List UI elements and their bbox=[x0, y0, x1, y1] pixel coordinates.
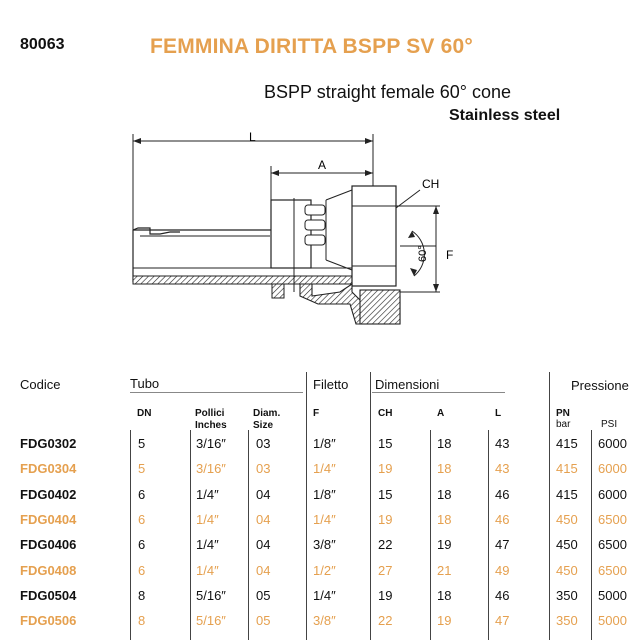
cell-l: 46 bbox=[495, 587, 510, 603]
cell-a: 18 bbox=[437, 511, 452, 527]
cell-psi: 6000 bbox=[598, 461, 627, 477]
dim-label-ch: CH bbox=[422, 177, 440, 191]
cell-inches: 1/4″ bbox=[196, 562, 219, 578]
cell-l: 49 bbox=[495, 562, 510, 578]
subheader-pn: PN bbox=[556, 408, 570, 419]
cell-l: 46 bbox=[495, 486, 510, 502]
cell-l: 43 bbox=[495, 436, 510, 451]
cell-size: 04 bbox=[256, 511, 271, 527]
col-group-pressione: Pressione bbox=[571, 378, 629, 393]
cell-dn: 6 bbox=[138, 511, 146, 527]
cell-bar: 350 bbox=[556, 587, 578, 603]
fitting-drawing bbox=[0, 120, 640, 350]
subheader-bar: bar bbox=[556, 419, 571, 430]
cell-psi: 6000 bbox=[598, 486, 627, 502]
cell-f: 3/8″ bbox=[313, 537, 336, 553]
cell-f: 3/8″ bbox=[313, 613, 336, 629]
cell-code: FDG0408 bbox=[20, 562, 77, 578]
cell-dn: 6 bbox=[138, 486, 146, 502]
cell-dn: 6 bbox=[138, 562, 146, 578]
cell-size: 03 bbox=[256, 461, 271, 477]
cell-bar: 415 bbox=[556, 486, 578, 502]
cell-ch: 22 bbox=[378, 537, 393, 553]
cell-inches: 3/16″ bbox=[196, 436, 226, 451]
cell-size: 05 bbox=[256, 613, 271, 629]
cell-ch: 15 bbox=[378, 486, 393, 502]
cell-size: 04 bbox=[256, 486, 271, 502]
subheader-f: F bbox=[313, 408, 320, 419]
cell-dn: 6 bbox=[138, 537, 146, 553]
subheader-dn: DN bbox=[137, 408, 152, 419]
subheader-l: L bbox=[495, 408, 502, 419]
cell-inches: 1/4″ bbox=[196, 511, 219, 527]
cell-bar: 350 bbox=[556, 613, 578, 629]
cell-l: 43 bbox=[495, 461, 510, 477]
subheader-pollici: Pollici bbox=[195, 408, 225, 419]
cell-psi: 5000 bbox=[598, 613, 627, 629]
cell-a: 19 bbox=[437, 537, 452, 553]
cell-f: 1/2″ bbox=[313, 562, 336, 578]
col-group-filetto: Filetto bbox=[313, 377, 349, 392]
dim-label-f: F bbox=[446, 248, 454, 262]
subheader-size: Size bbox=[253, 420, 274, 431]
cell-psi: 6000 bbox=[598, 436, 627, 451]
cell-dn: 5 bbox=[138, 436, 146, 451]
cell-inches: 1/4″ bbox=[196, 486, 219, 502]
cell-f: 1/8″ bbox=[313, 486, 336, 502]
page-subtitle: BSPP straight female 60° cone bbox=[264, 82, 512, 102]
cell-code: FDG0506 bbox=[20, 613, 77, 629]
cell-psi: 6500 bbox=[598, 511, 627, 527]
col-group-codice: Codice bbox=[20, 377, 61, 392]
cell-bar: 450 bbox=[556, 511, 578, 527]
cell-f: 1/4″ bbox=[313, 511, 336, 527]
cell-a: 18 bbox=[437, 486, 452, 502]
cell-f: 1/4″ bbox=[313, 587, 336, 603]
cell-a: 18 bbox=[437, 587, 452, 603]
cell-bar: 415 bbox=[556, 436, 578, 451]
cell-size: 03 bbox=[256, 436, 271, 451]
cell-bar: 450 bbox=[556, 562, 578, 578]
cell-f: 1/8″ bbox=[313, 436, 336, 451]
angle-label: 60° bbox=[417, 245, 429, 262]
subheader-diam: Diam. bbox=[253, 408, 281, 419]
cell-size: 04 bbox=[256, 537, 271, 553]
col-group-tubo: Tubo bbox=[130, 376, 160, 391]
cell-a: 21 bbox=[437, 562, 452, 578]
cell-ch: 19 bbox=[378, 461, 393, 477]
page-title: FEMMINA DIRITTA BSPP SV 60° bbox=[150, 35, 474, 58]
cell-ch: 27 bbox=[378, 562, 393, 578]
cell-inches: 3/16″ bbox=[196, 461, 226, 477]
cell-size: 05 bbox=[256, 587, 271, 603]
cell-code: FDG0304 bbox=[20, 461, 77, 477]
subheader-a: A bbox=[437, 408, 445, 419]
cell-a: 18 bbox=[437, 461, 452, 477]
cell-dn: 8 bbox=[138, 587, 146, 603]
cell-a: 18 bbox=[437, 436, 452, 451]
cell-a: 19 bbox=[437, 613, 452, 629]
cell-inches: 5/16″ bbox=[196, 613, 226, 629]
cell-l: 47 bbox=[495, 613, 510, 629]
cell-code: FDG0404 bbox=[20, 511, 77, 527]
cell-code: FDG0504 bbox=[20, 587, 77, 603]
cell-l: 47 bbox=[495, 537, 510, 553]
cell-f: 1/4″ bbox=[313, 461, 336, 477]
cell-bar: 450 bbox=[556, 537, 578, 553]
cell-ch: 15 bbox=[378, 436, 393, 451]
cell-code: FDG0402 bbox=[20, 486, 77, 502]
subheader-psi: PSI bbox=[601, 419, 618, 430]
cell-inches: 1/4″ bbox=[196, 537, 219, 553]
cell-psi: 5000 bbox=[598, 587, 627, 603]
subheader-inches: Inches bbox=[195, 420, 227, 431]
cell-dn: 8 bbox=[138, 613, 146, 629]
cell-psi: 6500 bbox=[598, 537, 627, 553]
cell-inches: 5/16″ bbox=[196, 587, 226, 603]
cell-code: FDG0302 bbox=[20, 436, 77, 451]
cell-bar: 415 bbox=[556, 461, 578, 477]
subheader-ch: CH bbox=[378, 408, 393, 419]
col-group-dimensioni: Dimensioni bbox=[375, 377, 440, 392]
cell-code: FDG0406 bbox=[20, 537, 77, 553]
cell-l: 46 bbox=[495, 511, 510, 527]
cell-dn: 5 bbox=[138, 461, 146, 477]
cell-ch: 19 bbox=[378, 511, 393, 527]
cell-ch: 22 bbox=[378, 613, 393, 629]
product-code: 80063 bbox=[20, 36, 65, 53]
dim-label-a: A bbox=[318, 158, 327, 172]
cell-size: 04 bbox=[256, 562, 271, 578]
material-label: Stainless steel bbox=[449, 107, 561, 124]
cell-ch: 19 bbox=[378, 587, 393, 603]
cell-psi: 6500 bbox=[598, 562, 627, 578]
dim-label-l: L bbox=[249, 130, 256, 144]
